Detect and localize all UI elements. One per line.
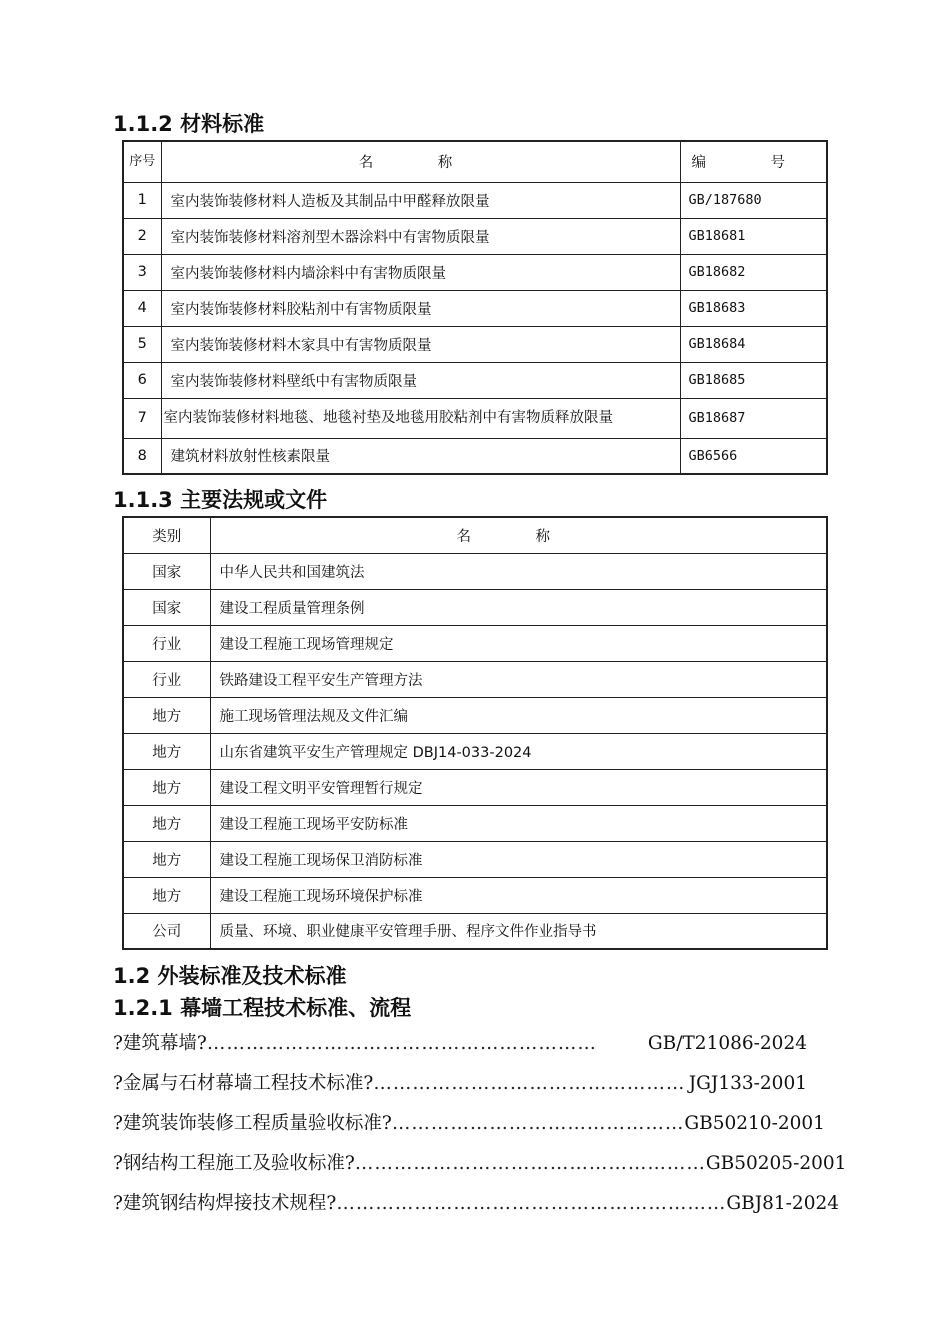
row-category: 公司: [123, 913, 210, 949]
row-name: 建筑材料放射性核素限量: [161, 438, 680, 474]
row-index: 4: [123, 290, 161, 326]
row-category: 地方: [123, 697, 210, 733]
header-index: 序号: [123, 141, 161, 182]
table-row: [123, 254, 827, 290]
table-row: [123, 877, 827, 913]
row-name: 室内装饰装修材料胶粘剂中有害物质限量: [161, 290, 680, 326]
standard-name: ?金属与石材幕墙工程技术标准?: [113, 1073, 374, 1094]
row-category: 国家: [123, 553, 210, 589]
row-category: 国家: [123, 589, 210, 625]
table-row: [123, 661, 827, 697]
leader-dots: ……………………………………………………: [206, 1033, 597, 1054]
section-heading-1-1-3: 1.1.3 主要法规或文件: [113, 488, 328, 512]
row-code: GB18682: [680, 254, 827, 290]
section-heading-1-1-2: 1.1.2 材料标准: [113, 112, 265, 136]
table-header-row: [123, 517, 827, 553]
row-category: 行业: [123, 625, 210, 661]
standard-name: ?建筑幕墙?: [113, 1033, 207, 1054]
row-name: 室内装饰装修材料人造板及其制品中甲醛释放限量: [161, 182, 680, 218]
row-name: 室内装饰装修材料地毯、地毯衬垫及地毯用胶粘剂中有害物质释放限量: [161, 398, 680, 438]
row-category: 行业: [123, 661, 210, 697]
table-row: [123, 805, 827, 841]
row-index: 6: [123, 362, 161, 398]
row-name: 建设工程施工现场平安防标准: [210, 805, 827, 841]
leader-dots: ………………………………………………: [354, 1153, 706, 1174]
row-name: 建设工程施工现场环境保护标准: [210, 877, 827, 913]
row-index: 3: [123, 254, 161, 290]
header-name: 名 称: [161, 141, 680, 182]
standard-name: ?建筑装饰装修工程质量验收标准?: [113, 1113, 392, 1134]
section-heading-1-2: 1.2 外装标准及技术标准: [113, 964, 347, 988]
row-code: GB18681: [680, 218, 827, 254]
table-row: [123, 589, 827, 625]
list-item: [113, 1112, 825, 1136]
standard-code: GBJ81-2024: [726, 1193, 840, 1214]
row-category: 地方: [123, 769, 210, 805]
row-index: 5: [123, 326, 161, 362]
leader-dots: ………………………………………: [391, 1113, 685, 1134]
row-index: 8: [123, 438, 161, 474]
standard-code: GB/T21086-2024: [647, 1033, 807, 1054]
table-row: [123, 218, 827, 254]
row-code: GB18685: [680, 362, 827, 398]
row-name: 山东省建筑平安生产管理规定 DBJ14-033-2024: [210, 733, 827, 769]
row-code: GB18684: [680, 326, 827, 362]
table-row: [123, 326, 827, 362]
table-header-row: [123, 141, 827, 182]
row-code: GB6566: [680, 438, 827, 474]
table-row: [123, 733, 827, 769]
table-row: [123, 438, 827, 474]
table-row: [123, 362, 827, 398]
row-name: 建设工程质量管理条例: [210, 589, 827, 625]
row-index: 1: [123, 182, 161, 218]
leader-dots: ……………………………………………………: [336, 1193, 727, 1214]
row-name: 施工现场管理法规及文件汇编: [210, 697, 827, 733]
row-name: 建设工程文明平安管理暂行规定: [210, 769, 827, 805]
header-code: 编 号: [680, 141, 827, 182]
row-index: 2: [123, 218, 161, 254]
row-category: 地方: [123, 841, 210, 877]
table-row: [123, 841, 827, 877]
leader-dots: …………………………………………: [373, 1073, 686, 1094]
row-name: 质量、环境、职业健康平安管理手册、程序文件作业指导书: [210, 913, 827, 949]
list-item: [113, 1192, 840, 1216]
row-name: 室内装饰装修材料溶剂型木器涂料中有害物质限量: [161, 218, 680, 254]
section-heading-1-2-1: 1.2.1 幕墙工程技术标准、流程: [113, 996, 412, 1020]
list-item: [113, 1072, 807, 1096]
table-row: [123, 625, 827, 661]
header-category: 类别: [123, 517, 210, 553]
row-name: 建设工程施工现场保卫消防标准: [210, 841, 827, 877]
row-name: 建设工程施工现场管理规定: [210, 625, 827, 661]
row-code: GB/187680: [680, 182, 827, 218]
list-item: [113, 1152, 847, 1176]
table-row: [123, 553, 827, 589]
table-row: [123, 697, 827, 733]
table-row: [123, 913, 827, 949]
table-row: [123, 182, 827, 218]
row-name: 室内装饰装修材料内墙涂料中有害物质限量: [161, 254, 680, 290]
row-name: 室内装饰装修材料木家具中有害物质限量: [161, 326, 680, 362]
table-row: [123, 398, 827, 438]
header-name: 名 称: [210, 517, 827, 553]
standard-name: ?建筑钢结构焊接技术规程?: [113, 1193, 337, 1214]
row-name: 室内装饰装修材料壁纸中有害物质限量: [161, 362, 680, 398]
row-name: 铁路建设工程平安生产管理方法: [210, 661, 827, 697]
standard-code: JGJ133-2001: [688, 1073, 807, 1094]
row-category: 地方: [123, 805, 210, 841]
row-category: 地方: [123, 877, 210, 913]
list-item: [113, 1032, 807, 1056]
standard-code: GB50205-2001: [705, 1153, 847, 1174]
row-name: 中华人民共和国建筑法: [210, 553, 827, 589]
row-category: 地方: [123, 733, 210, 769]
row-code: GB18687: [680, 398, 827, 438]
materials-standards-table: [122, 140, 828, 475]
table-row: [123, 769, 827, 805]
standard-code: GB50210-2001: [684, 1113, 825, 1134]
row-code: GB18683: [680, 290, 827, 326]
row-index: 7: [123, 398, 161, 438]
regulations-table: [122, 516, 828, 950]
table-row: [123, 290, 827, 326]
standard-name: ?钢结构工程施工及验收标准?: [113, 1153, 355, 1174]
